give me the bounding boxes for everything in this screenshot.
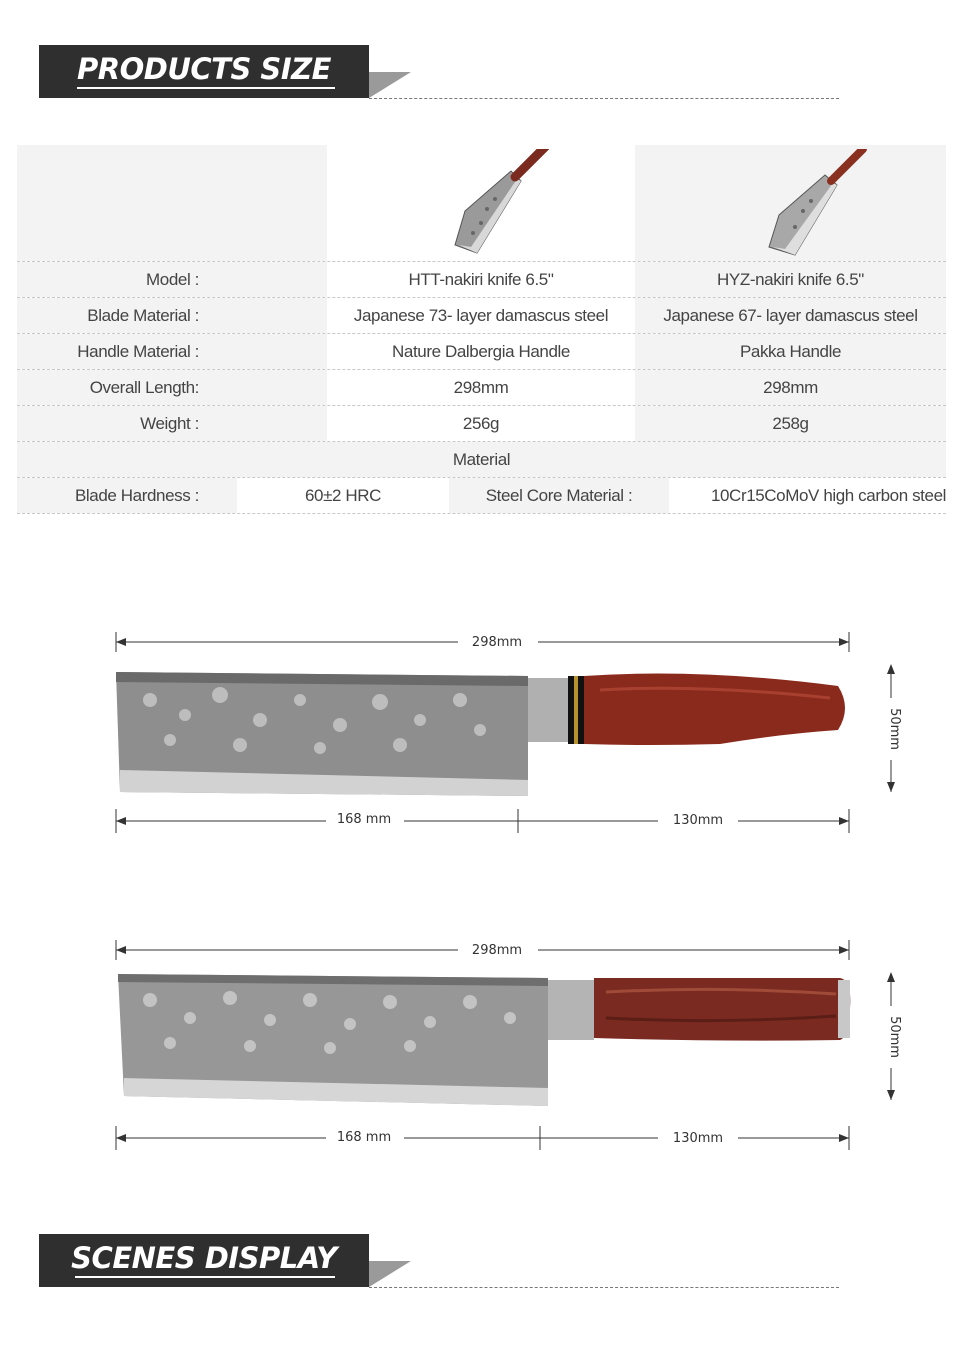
steel-core-value: 10Cr15CoMoV high carbon steel	[669, 478, 946, 513]
blade-length-dim: 168 mm	[336, 1130, 392, 1145]
knife-diagram-htt	[0, 620, 960, 920]
material-header: Material	[17, 442, 946, 477]
weight-label: Weight :	[17, 406, 327, 441]
handle-shape	[584, 674, 845, 745]
steel-core-label: Steel Core Material :	[449, 478, 669, 513]
products-size-banner	[39, 45, 369, 98]
banner-corner	[369, 1261, 413, 1288]
spec-row-material-header	[17, 441, 946, 477]
blade-material-label: Blade Material :	[17, 298, 327, 333]
spec-table	[17, 145, 946, 514]
overall-length-dim: 298mm	[471, 635, 523, 650]
spec-row-model	[17, 261, 946, 297]
handle-material-label: Handle Material :	[17, 334, 327, 369]
hyz-model: HYZ-nakiri knife 6.5"	[635, 262, 946, 297]
banner-dash-line	[369, 1287, 839, 1288]
bolster	[548, 980, 594, 1040]
hyz-weight: 258g	[635, 406, 946, 441]
htt-blade-material: Japanese 73- layer damascus steel	[327, 298, 635, 333]
banner-underline	[75, 1276, 335, 1278]
overall-length-label: Overall Length:	[17, 370, 327, 405]
banner-dash-line	[369, 98, 839, 99]
banner-corner	[369, 72, 413, 99]
hardness-label: Blade Hardness :	[17, 478, 237, 513]
scenes-display-banner	[39, 1234, 369, 1287]
hyz-handle-material: Pakka Handle	[635, 334, 946, 369]
spec-row-overall-length	[17, 369, 946, 405]
knife-images-row	[17, 145, 946, 261]
scenes-display-title: SCENES DISPLAY	[71, 1241, 337, 1275]
blade-length-dim: 168 mm	[336, 812, 392, 827]
hyz-blade-material: Japanese 67- layer damascus steel	[635, 298, 946, 333]
handle-shape	[594, 978, 850, 1041]
hyz-overall-length: 298mm	[635, 370, 946, 405]
hardness-value: 60±2 HRC	[237, 478, 449, 513]
htt-model: HTT-nakiri knife 6.5"	[327, 262, 635, 297]
htt-handle-material: Nature Dalbergia Handle	[327, 334, 635, 369]
bolster	[528, 678, 568, 742]
spec-row-blade-material	[17, 297, 946, 333]
htt-overall-length: 298mm	[327, 370, 635, 405]
blade-height-dim: 50mm	[887, 708, 902, 750]
blade-height-dim: 50mm	[887, 1016, 902, 1058]
products-size-title: PRODUCTS SIZE	[77, 52, 331, 86]
spec-row-handle-material	[17, 333, 946, 369]
hyz-knife-thumbnail	[755, 149, 875, 257]
handle-length-dim: 130mm	[672, 1131, 724, 1146]
spec-row-hardness	[17, 477, 946, 514]
handle-length-dim: 130mm	[672, 813, 724, 828]
spec-row-weight	[17, 405, 946, 441]
knife-diagram-hyz	[0, 928, 960, 1228]
model-label: Model :	[17, 262, 327, 297]
htt-weight: 256g	[327, 406, 635, 441]
htt-knife-thumbnail	[437, 149, 557, 257]
overall-length-dim: 298mm	[471, 943, 523, 958]
banner-underline	[77, 87, 335, 89]
